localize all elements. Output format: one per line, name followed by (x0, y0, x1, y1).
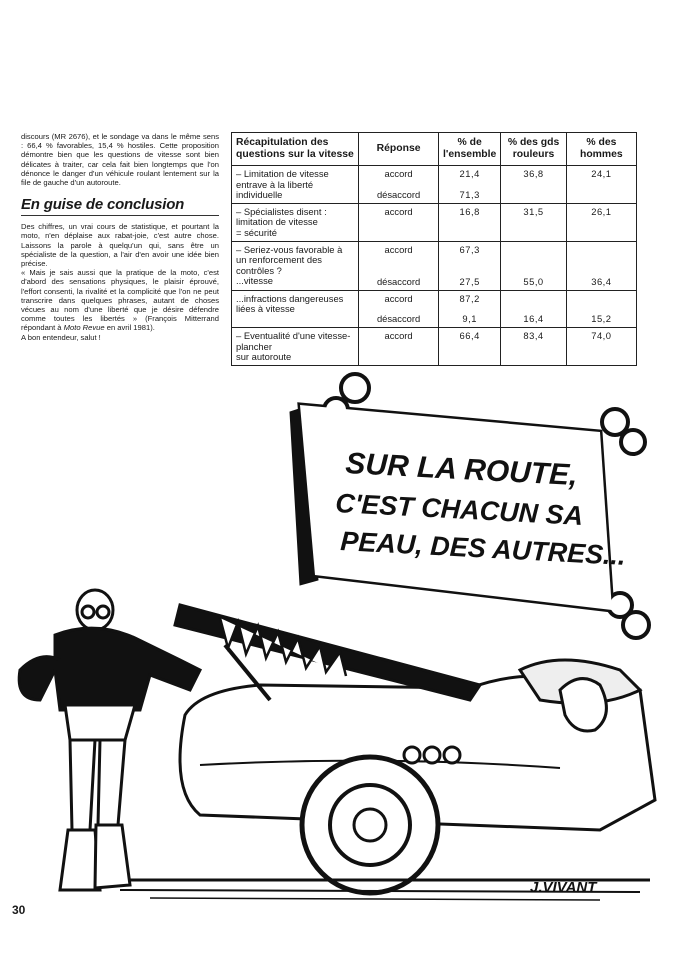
ensemble-cell-line: 66,4 (459, 329, 480, 341)
rouleurs-cell (501, 327, 566, 365)
page-number: 30 (12, 903, 26, 917)
rouleurs-cell (501, 203, 566, 241)
rouleurs-cell (501, 241, 566, 290)
question-cell-line: sur autoroute (236, 351, 292, 363)
hommes-cell-line (571, 352, 632, 363)
ensemble-cell-line: 16,8 (459, 205, 480, 217)
ensemble-cell-line: 67,3 (459, 243, 480, 255)
rouleurs-cell-line (505, 245, 561, 256)
table-header-row (232, 133, 637, 166)
recap-table-wrapper (231, 132, 637, 366)
hommes-cell-line: 36,4 (591, 276, 612, 288)
rouleurs-cell-line (505, 294, 561, 305)
ensemble-cell (439, 166, 501, 204)
rouleurs-cell-line: 16,4 (523, 313, 544, 325)
question-cell-line: – Spécialistes disent : limitation de vitesse (236, 205, 327, 228)
ensemble-cell (439, 203, 501, 241)
rouleurs-cell (501, 166, 566, 204)
ensemble-cell (439, 290, 501, 327)
rouleurs-cell-line (505, 227, 561, 238)
reponse-cell-line: désaccord (376, 188, 421, 200)
reponse-cell (359, 241, 439, 290)
question-cell (232, 241, 359, 290)
reponse-cell-line: accord (384, 243, 413, 255)
quote-text: « Mais je sais aussi que la pratique de la moto, c'est d'abord des sensations physiques, le plaisir éprouvé, l'effort consenti, la rivalité et la complicité que l'on ne peut transcrire dans quelques phrases, autant de choses vécues au nom d'une liberté que je désire défendre comme toutes les libertés » (François Mitterrand répondant à (21, 268, 219, 333)
hommes-cell-line: 15,2 (591, 313, 612, 325)
heading-rule (21, 215, 219, 216)
rouleurs-cell-line: 31,5 (523, 205, 544, 217)
header-rouleurs: % des gds rouleurs (501, 133, 566, 166)
reponse-cell (359, 203, 439, 241)
ensemble-cell-line (443, 352, 496, 363)
ensemble-cell-line: 27,5 (459, 276, 480, 288)
reponse-cell-line: accord (384, 205, 413, 217)
speech-line-2: C'EST CHACUN SA (334, 488, 584, 531)
header-question: Récapitulation des questions sur la vitesse (232, 133, 359, 166)
hommes-cell-line: 74,0 (591, 329, 612, 341)
reponse-cell-line (363, 352, 434, 363)
hommes-cell-line: 24,1 (591, 168, 612, 179)
hommes-cell-line (571, 190, 632, 201)
closing-line: A bon entendeur, salut ! (21, 332, 101, 342)
ensemble-cell (439, 241, 501, 290)
header-reponse: Réponse (359, 133, 439, 166)
speech-line-1: SUR LA ROUTE, (344, 447, 579, 493)
hommes-cell (566, 203, 636, 241)
cartoon-illustration (0, 370, 675, 925)
reponse-cell-line: accord (384, 292, 413, 304)
ensemble-cell-line (443, 227, 496, 238)
quote-text-end: en avril 1981). (104, 323, 155, 333)
hommes-cell (566, 166, 636, 204)
hommes-cell-line (571, 245, 632, 256)
article-column (21, 132, 219, 342)
question-cell (232, 290, 359, 327)
reponse-cell (359, 290, 439, 327)
artist-signature: J.VIVANT (530, 879, 597, 896)
ensemble-cell-line: 21,4 (459, 168, 480, 179)
ensemble-cell (439, 327, 501, 365)
reponse-cell-line: désaccord (376, 276, 421, 288)
reponse-cell-line (363, 227, 434, 238)
reponse-cell-line: accord (384, 329, 413, 341)
speech-line-3: PEAU, DES AUTRES... (339, 526, 627, 571)
question-cell-line: – Limitation de vitesse entrave à la liberté (236, 168, 329, 190)
rouleurs-cell-line (505, 190, 561, 201)
rouleurs-cell-line (505, 352, 561, 363)
header-ensemble: % de l'ensemble (439, 133, 501, 166)
intro-paragraph: discours (MR 2676), et le sondage va dans le même sens : 66,4 % favorables, 15,4 % hostiles. Cette proposition démontre bien que les questions de vitesse sont bien délicates à traiter, car cela fait bien longtemps que l'on dénonce le danger d'un véhicule roulant lentement sur la file de gauche d'un autoroute. (21, 132, 219, 188)
question-cell-line: liées à vitesse (236, 303, 295, 315)
question-cell (232, 203, 359, 241)
hommes-cell (566, 327, 636, 365)
question-cell-line: = sécurité (236, 226, 277, 238)
reponse-cell (359, 166, 439, 204)
reponse-cell-line: accord (384, 168, 413, 179)
question-cell (232, 166, 359, 204)
recap-table (231, 132, 637, 366)
hommes-cell-line (571, 294, 632, 305)
rouleurs-cell (501, 290, 566, 327)
conclusion-paragraph-1: Des chiffres, un vrai cours de statistique, et pourtant la moto, n'en déplaise aux rabat-joie, c'est autre chose. Laissons la parole à quelqu'un qui, sans être un spécialiste de la question, a l'air d'en avoir une idée bien précise. (21, 222, 219, 269)
question-cell-line: – Seriez-vous favorable à un renforcement des contrôles ? (236, 243, 343, 276)
reponse-cell-line: désaccord (376, 313, 421, 325)
header-hommes: % des hommes (566, 133, 636, 166)
ensemble-cell-line: 9,1 (462, 313, 477, 325)
question-cell-line: – Eventualité d'une vitesse-plancher (236, 329, 351, 352)
table-row (232, 166, 637, 204)
hommes-cell-line (571, 227, 632, 238)
hommes-cell (566, 290, 636, 327)
car-drawing (100, 605, 655, 900)
table-row (232, 203, 637, 241)
magazine-name: Moto Revue (63, 323, 105, 333)
table-row (232, 241, 637, 290)
hommes-cell (566, 241, 636, 290)
question-cell-line: individuelle (236, 189, 283, 201)
question-cell (232, 327, 359, 365)
reponse-cell (359, 327, 439, 365)
section-heading: En guise de conclusion (21, 196, 185, 214)
rouleurs-cell-line: 83,4 (523, 329, 544, 341)
hommes-cell-line: 26,1 (591, 205, 612, 217)
rouleurs-cell-line: 55,0 (523, 276, 544, 288)
conclusion-paragraph-2 (21, 268, 219, 332)
rouleurs-cell-line: 36,8 (523, 168, 544, 179)
question-cell-line: ...infractions dangereuses (236, 292, 344, 304)
question-cell-line: ...vitesse (236, 275, 273, 287)
table-row (232, 327, 637, 365)
ensemble-cell-line: 71,3 (459, 188, 480, 200)
ensemble-cell-line: 87,2 (459, 292, 480, 304)
table-row (232, 290, 637, 327)
